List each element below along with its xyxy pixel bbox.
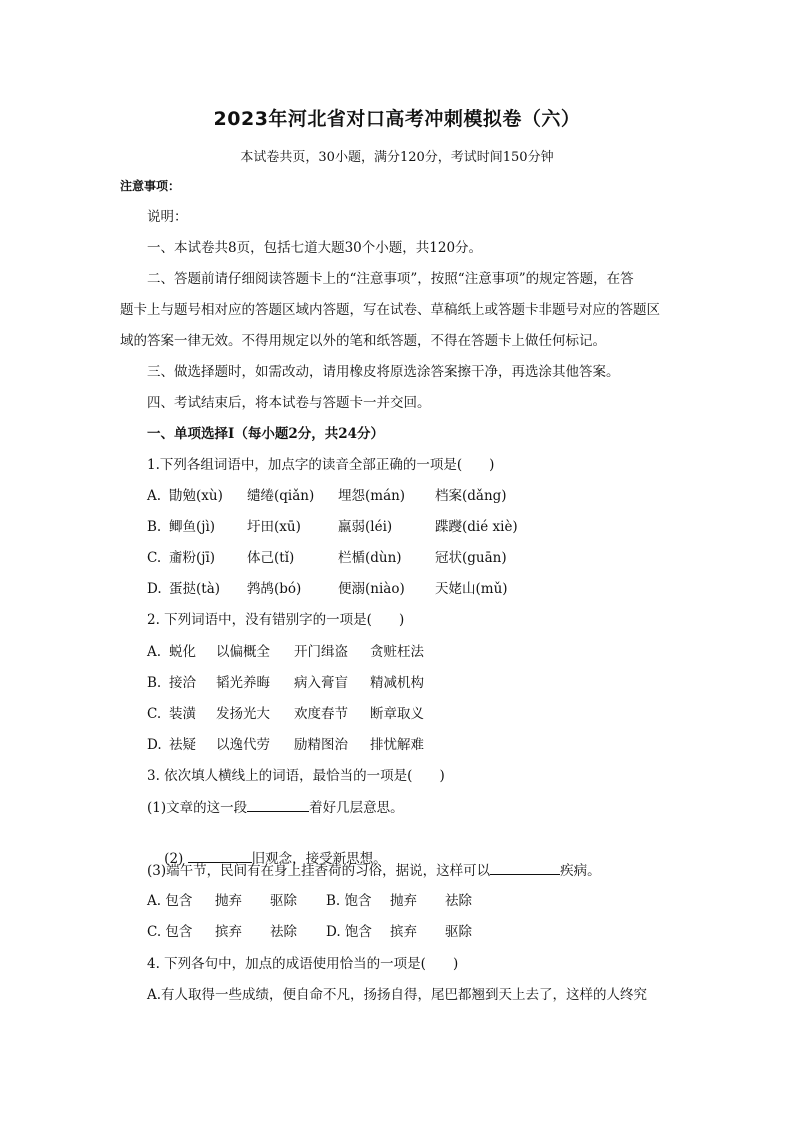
option-letter: B. [147, 519, 162, 535]
option-item: 抛弃 [215, 893, 242, 909]
option-item: 埋怨(mán) [338, 488, 406, 504]
option-item: 羸弱(léi) [338, 519, 393, 535]
option-item: 驱除 [445, 924, 472, 940]
option-item: 鹁鸪(bó) [247, 581, 302, 597]
option-item: A. 包含 [147, 893, 193, 909]
page-title: 2023年河北省对口高考冲刺模拟卷（六） [213, 108, 581, 130]
option-item: B. 饱含 [326, 893, 372, 909]
note-1: 一、本试卷共8页，包括七道大题30个小题，共120分。 [147, 240, 483, 256]
sentence-text: (3)端午节，民间有在身上挂香荷的习俗，据说，这样可以 [147, 863, 491, 879]
option-item: 欢度春节 [294, 706, 348, 722]
sentence-text: (2) [164, 851, 188, 867]
option-item: 冠状(guān) [435, 550, 507, 566]
option-item: 病入膏盲 [294, 675, 348, 691]
option-item: 栏楯(dùn) [338, 550, 402, 566]
option-item: 档案(dǎng) [435, 488, 507, 504]
option-letter: D. [147, 581, 162, 597]
option-item: D. 饱含 [326, 924, 372, 940]
option-letter: C. [147, 706, 162, 722]
question-2-option-d [147, 735, 424, 755]
option-item: 断章取义 [370, 706, 424, 722]
question-4-option-a: A.有人取得一些成绩，便自命不凡，扬扬自得，尾巴都翘到天上去了，这样的人终究 [147, 987, 648, 1003]
question-1-option-a [147, 486, 507, 506]
option-item: 便溺(niào) [338, 581, 405, 597]
question-1-option-b [147, 517, 518, 537]
question-3-sentence-1 [147, 797, 404, 818]
option-letter: A. [147, 644, 162, 660]
notice-heading: 注意事项： [120, 179, 181, 193]
option-item: 摈弃 [215, 924, 242, 940]
note-4: 四、考试结束后，将本试卷与答题卡一并交回。 [147, 395, 431, 411]
question-3-sentence-3 [147, 860, 601, 881]
option-item: 蜕化 [169, 644, 196, 660]
option-item: 勖勉(xù) [169, 488, 223, 504]
option-item: 齑粉(jī) [169, 550, 216, 566]
notes-intro: 说明： [147, 209, 188, 225]
option-item: 祛疑 [169, 737, 196, 753]
section-heading: 一、单项选择Ⅰ（每小题2分，共24分） [147, 426, 384, 442]
question-1-stem: 1.下列各组词语中，加点字的读音全部正确的一项是( ) [147, 457, 495, 473]
question-3-stem: 3. 依次填人横线上的词语，最恰当的一项是( ) [147, 768, 445, 784]
option-item: 祛除 [445, 893, 472, 909]
option-item: 摈弃 [390, 924, 417, 940]
question-2-option-c [147, 704, 424, 724]
question-3-options-row-2 [147, 922, 472, 942]
note-2-line-3: 域的答案一律无效。不得用规定以外的笔和纸答题，不得在答题卡上做任何标记。 [120, 333, 606, 349]
question-2-stem: 2. 下列词语中，没有错别字的一项是( ) [147, 612, 405, 628]
option-item: 以偏概全 [216, 644, 270, 660]
option-item: 缱绻(qiǎn) [247, 488, 315, 504]
option-item: 蹀躞(dié xiè) [435, 519, 518, 535]
option-letter: D. [147, 737, 162, 753]
option-item: 韬光养晦 [216, 675, 270, 691]
option-item: 发扬光大 [216, 706, 270, 722]
option-item: 体己(tǐ) [247, 550, 295, 566]
question-1-option-d [147, 579, 508, 599]
blank-line [490, 860, 560, 875]
option-letter: A. [147, 488, 162, 504]
option-item: 精减机构 [370, 675, 424, 691]
question-3-options-row-1 [147, 891, 472, 911]
option-item: 开门缉盗 [294, 644, 348, 660]
sentence-text: 着好几层意思。 [309, 800, 404, 816]
sentence-text: 疾病。 [560, 863, 601, 879]
option-item: 接洽 [169, 675, 196, 691]
option-letter: C. [147, 550, 162, 566]
question-2-option-a [147, 642, 424, 662]
option-letter: B. [147, 675, 162, 691]
option-item: 贪赃枉法 [370, 644, 424, 660]
option-item: 抛弃 [390, 893, 417, 909]
sentence-text: (1)文章的这一段 [147, 800, 248, 816]
option-item: 驱除 [270, 893, 297, 909]
note-2-line-2: 题卡上与题号相对应的答题区域内答题，写在试卷、草稿纸上或答题卡非题号对应的答题区 [120, 302, 660, 318]
blank-line [247, 797, 309, 812]
option-item: 祛除 [270, 924, 297, 940]
option-item: 排忧解难 [370, 737, 424, 753]
question-1-option-c [147, 548, 507, 568]
question-4-stem: 4. 下列各句中，加点的成语使用恰当的一项是( ) [147, 956, 459, 972]
option-item: 以逸代劳 [216, 737, 270, 753]
option-item: 蛋挞(tà) [169, 581, 221, 597]
option-item: C. 包含 [147, 924, 193, 940]
option-item: 鲫鱼(jì) [169, 519, 216, 535]
exam-subtitle: 本试卷共页，30小题，满分120分，考试时间150分钟 [240, 150, 554, 165]
question-2-option-b [147, 673, 424, 693]
note-2-line-1: 二、答题前请仔细阅读答题卡上的“注意事项”，按照“注意事项”的规定答题，在答 [147, 271, 634, 287]
sentence-text: 旧观念，接受新思想。 [251, 851, 387, 867]
option-item: 天姥山(mǔ) [435, 581, 508, 597]
option-item: 装潢 [169, 706, 196, 722]
option-item: 圩田(xū) [247, 519, 301, 535]
note-3: 三、做选择题时，如需改动，请用橡皮将原选涂答案擦干净，再选涂其他答案。 [147, 364, 620, 380]
option-item: 励精图治 [294, 737, 348, 753]
